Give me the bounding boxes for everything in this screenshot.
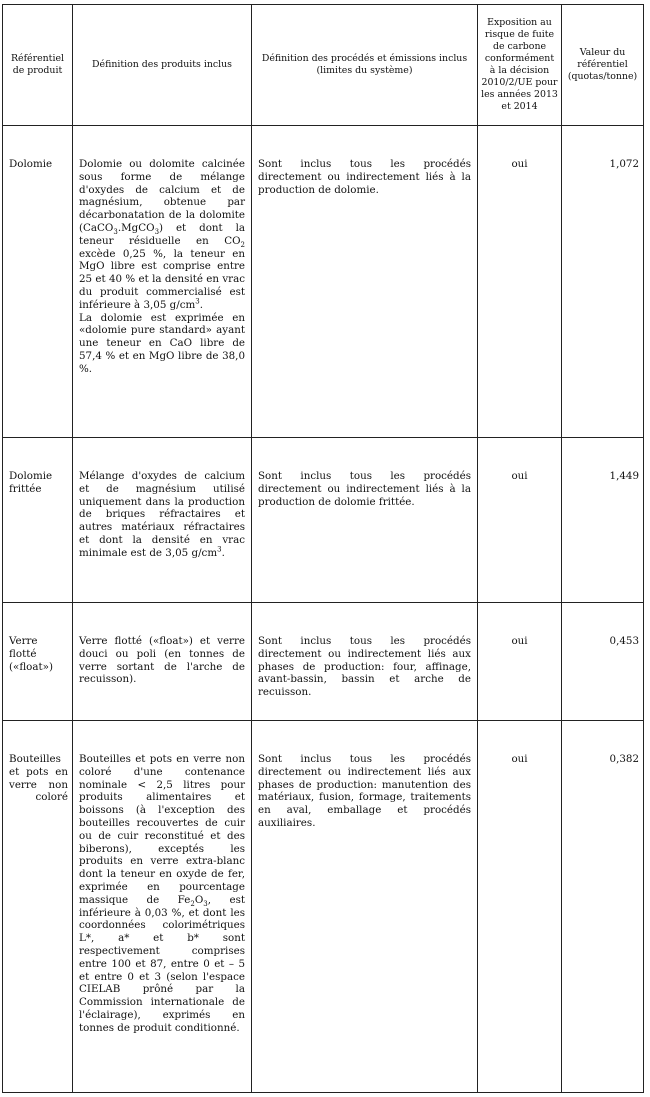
row-exposure: oui bbox=[511, 753, 528, 765]
row-benchmark: Dolomie frittée bbox=[9, 470, 53, 495]
header-benchmark: Référentiel de produit bbox=[3, 5, 73, 126]
row-benchmark: Dolomie bbox=[9, 158, 53, 170]
row-products: Dolomie ou dolomite calcinée sous forme de mélange d'oxydes de calcium et de magnésium, obtenue par décarbonatation de la dolomite (CaCO$_3$.MgCO$_3$) et dont la teneur résiduelle en $CO_2$ excède 0,25 %, la teneur en MgO libre est comprise entre 25 et 40 % et la densité en vrac du produit commercialisé est inférieure à 3,05 $g/cm^3$. La dolomie est exprimée en «dolomie pure standard» ayant une teneur en CaO libre de 57,4 % et en MgO libre de 38,0 %. bbox=[79, 158, 245, 375]
table-row bbox=[3, 438, 644, 603]
header-value: Valeur du référentiel (quotas/tonne) bbox=[562, 5, 644, 126]
row-benchmark: Verre flotté («float») bbox=[9, 635, 53, 673]
row-products: Mélange d'oxydes de calcium et de magnésium utilisé uniquement dans la production de briques réfractaires et autres matériaux réfractaires et dont la densité en vrac minimale est de 3,05 $g/cm^3$. bbox=[79, 470, 245, 559]
row-exposure: oui bbox=[511, 635, 528, 647]
table-header-row bbox=[3, 5, 644, 126]
row-processes: Sont inclus tous les procédés directement ou indirectement liés à la production de dolomie frittée. bbox=[258, 470, 471, 508]
table-row bbox=[3, 603, 644, 721]
header-products: Définition des produits inclus bbox=[73, 5, 252, 126]
table-row bbox=[3, 721, 644, 1093]
header-exposure: Exposition au risque de fuite de carbone conformément à la décision 2010/2/UE pour les années 2013 et 2014 bbox=[478, 5, 562, 126]
row-exposure: oui bbox=[511, 470, 528, 482]
row-value: 0,382 bbox=[609, 753, 639, 765]
row-products-extra: La dolomie est exprimée en «dolomie pure standard» ayant une teneur en CaO libre de 57,4 % et en MgO libre de 38,0 %. bbox=[79, 311, 245, 375]
row-value: 1,072 bbox=[609, 158, 639, 170]
row-processes: Sont inclus tous les procédés directement ou indirectement liés à la production de dolomie. bbox=[258, 158, 471, 196]
row-value: 0,453 bbox=[609, 635, 639, 647]
row-products: Verre flotté («float») et verre douci ou poli (en tonnes de verre sortant de l'arche de recuisson). bbox=[79, 635, 245, 686]
header-processes: Définition des procédés et émissions inclus (limites du système) bbox=[252, 5, 478, 126]
row-benchmark: Bouteilles et pots en verre non coloré bbox=[9, 753, 68, 804]
row-exposure: oui bbox=[511, 158, 528, 170]
row-value: 1,449 bbox=[609, 470, 639, 482]
row-processes: Sont inclus tous les procédés directement ou indirectement liés aux phases de production: manutention des matériaux, fusion, formage, traitements en aval, emballage et procédés auxiliaires. bbox=[258, 753, 471, 829]
table-row bbox=[3, 126, 644, 438]
benchmark-table bbox=[2, 4, 644, 1093]
row-products: Bouteilles et pots en verre non coloré d'une contenance nominale < 2,5 litres pour produits alimentaires et boissons (à l'exception des bouteilles recouvertes de cuir ou de cuir reconstitué et des biberons), exceptés les produits en verre extra-blanc dont la teneur en oxyde de fer, exprimée en pourcentage massique de $Fe_2O_3$, est inférieure à 0,03 %, et dont les coordonnées colorimétriques L*, a* et b* sont respectivement comprises entre 100 et 87, entre 0 et – 5 et entre 0 et 3 (selon l'espace CIELAB prôné par la Commission internationale de l'éclairage), exprimés en tonnes de produit conditionné. bbox=[79, 753, 245, 1034]
row-processes: Sont inclus tous les procédés directement ou indirectement liés aux phases de production: four, affinage, avant-bassin, bassin et arche de recuisson. bbox=[258, 635, 471, 699]
